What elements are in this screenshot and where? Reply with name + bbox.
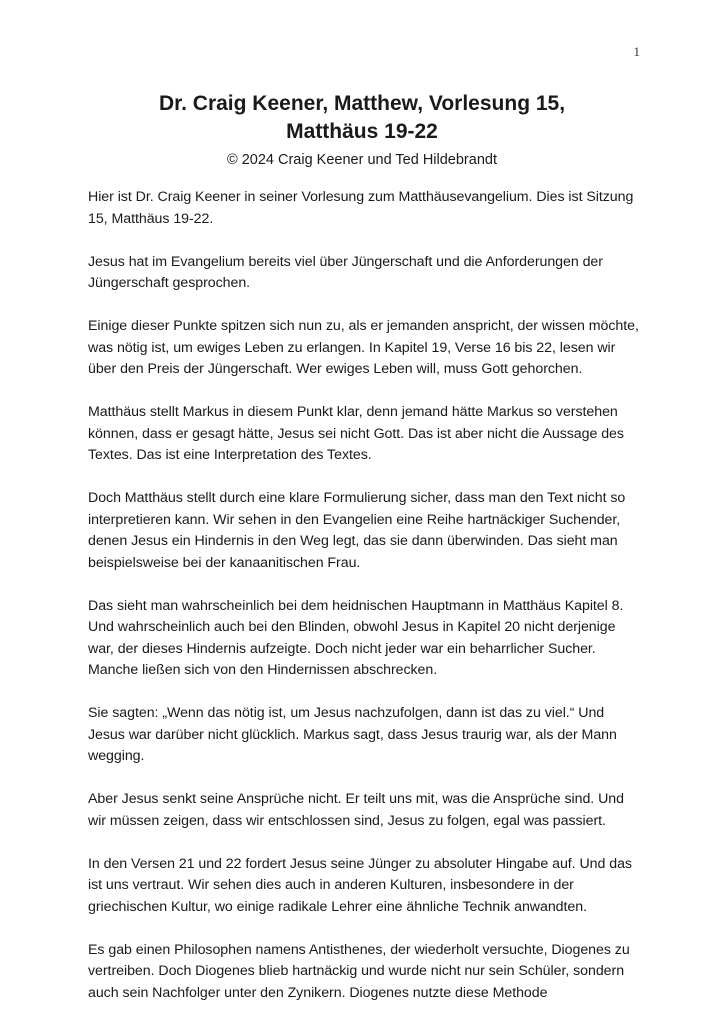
paragraph-1: Hier ist Dr. Craig Keener in seiner Vorlesung zum Matthäusevangelium. Dies ist Sitzung 15, Matthäus 19-22. — [88, 189, 634, 227]
page-number: 1 — [633, 44, 640, 59]
document-body — [88, 187, 640, 1026]
document-title-line-2: Matthäus 19-22 — [286, 120, 438, 143]
paragraph-9: In den Versen 21 und 22 fordert Jesus seine Jünger zu absoluter Hingabe auf. Und das ist uns vertraut. Wir sehen dies auch in anderen Kulturen, insbesondere in der griechischen Kultur, wo einige radikale Lehrer eine ähnliche Technik anwandten. — [88, 855, 632, 915]
paragraph-7: Sie sagten: „Wenn das nötig ist, um Jesus nachzufolgen, dann ist das zu viel.“ Und Jesus war darüber nicht glücklich. Markus sagt, dass Jesus traurig war, als der Mann wegging. — [88, 705, 617, 764]
paragraph-5: Doch Matthäus stellt durch eine klare Formulierung sicher, dass man den Text nicht so interpretieren kann. Wir sehen in den Evangelien eine Reihe hartnäckiger Suchender, denen Jesus ein Hindernis in den Weg legt, das sie dann überwinden. Das sieht man beispielsweise bei der kanaanitischen Frau. — [88, 490, 626, 571]
paragraph-4: Matthäus stellt Markus in diesem Punkt klar, denn jemand hätte Markus so verstehen können, dass er gesagt hätte, Jesus sei nicht Gott. Das ist aber nicht die Aussage des Textes. Das ist eine Interpretation des Textes. — [88, 404, 624, 463]
paragraph-3: Einige dieser Punkte spitzen sich nun zu, als er jemanden anspricht, der wissen möchte, was nötig ist, um ewiges Leben zu erlangen. In Kapitel 19, Verse 16 bis 22, lesen wir über den Preis der Jüngerschaft. Wer ewiges Leben will, muss Gott gehorchen. — [88, 318, 639, 377]
paragraph-6: Das sieht man wahrscheinlich bei dem heidnischen Hauptmann in Matthäus Kapitel 8. Und wahrscheinlich auch bei den Blinden, obwohl Jesus in Kapitel 20 nicht derjenige war, der dieses Hindernis aufzeigte. Doch nicht jeder war ein beharrlicher Sucher. Manche ließen sich von den Hindernissen abschrecken. — [88, 597, 624, 678]
copyright-notice: © 2024 Craig Keener und Ted Hildebrandt — [227, 152, 497, 168]
document-header — [0, 90, 724, 170]
document-title-line-1: Dr. Craig Keener, Matthew, Vorlesung 15, — [158, 92, 566, 115]
paragraph-2: Jesus hat im Evangelium bereits viel über Jüngerschaft und die Anforderungen der Jüngerschaft gesprochen. — [88, 253, 603, 291]
paragraph-8: Aber Jesus senkt seine Ansprüche nicht. Er teilt uns mit, was die Ansprüche sind. Und wir müssen zeigen, dass wir entschlossen sind, Jesus zu folgen, egal was passiert. — [88, 791, 624, 829]
paragraph-10: Es gab einen Philosophen namens Antisthenes, der wiederholt versuchte, Diogenes zu vertreiben. Doch Diogenes blieb hartnäckig und wurde nicht nur sein Schüler, sondern auch sein Nachfolger unter den Zynikern. Diogenes nutzte diese Methode — [88, 941, 630, 1001]
